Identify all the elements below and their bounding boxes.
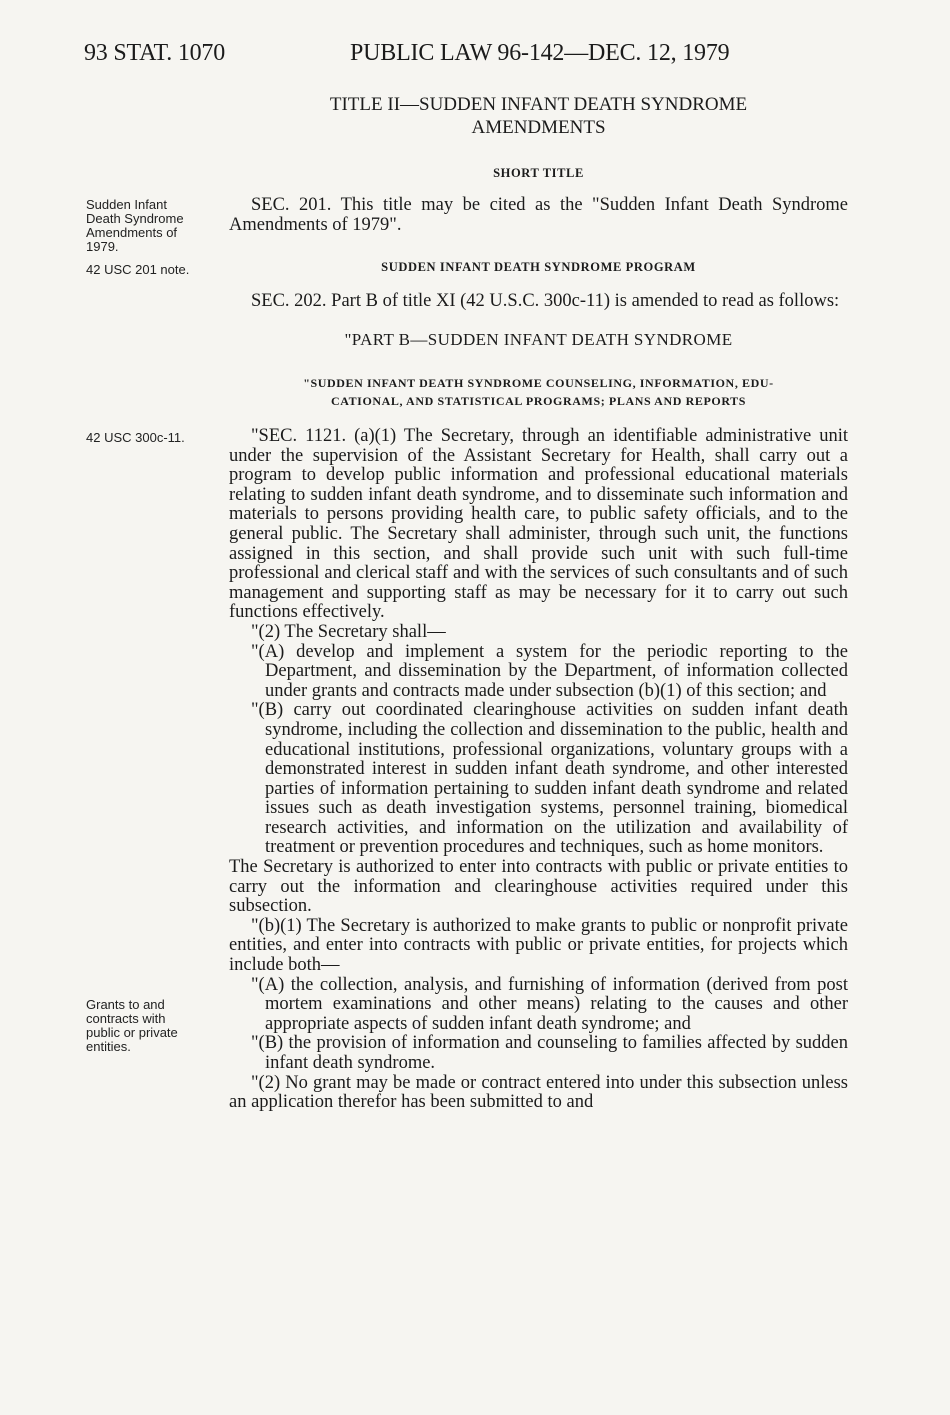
paragraph-b1: "(b)(1) The Secretary is authorized to make grants to public or nonprofit private entities, and enter into contracts with public or private entities, for projects which include both— [229,915,848,976]
paragraph-a2-B: "(B) carry out coordinated clearinghouse activities on sudden infant death syndrome, including the collection and dissemination to the public, health and educational institutions, professional organizations, voluntary groups with a demonstrated interest in sudden infant death syndrome, and other interested parties of information pertaining to sudden infant death syndrome and related issues such as death investigation systems, personnel training, biomedical research activities, and information on the utilization and availability of treatment or prevention procedures and techniques, such as home monitors. [251,700,848,858]
paragraph-b2: "(2) No grant may be made or contract entered into under this subsection unless an application therefor has been submitted to and [229,1072,848,1113]
section-202 [229,292,848,312]
program-heading: SUDDEN INFANT DEATH SYNDROME PROGRAM [381,260,696,274]
page-header [0,40,950,80]
margin-note-grants: Grants to and contracts with public or private entities. [86,997,178,1054]
margin-citation-201: 42 USC 201 note. [86,262,190,277]
running-head: PUBLIC LAW 96-142—DEC. 12, 1979 [350,40,730,66]
paragraph-a-close: The Secretary is authorized to enter into contracts with public or private entities to carry out the information and clearinghouse activities required under this subsection. [229,857,848,917]
margin-note-short-title: Sudden Infant Death Syndrome Amendments of 1979. [86,197,184,254]
paragraph-a2: "(2) The Secretary shall— [251,621,446,642]
section-1121-body [229,427,848,1113]
paragraph-b1-A: "(A) the collection, analysis, and furnishing of information (derived from post mortem examinations and other means) relating to the causes and other appropriate aspects of sudden infant death syndrome; and [251,974,848,1034]
short-title-heading: SHORT TITLE [493,166,584,180]
paragraph-a1: "SEC. 1121. (a)(1) The Secretary, through an identifiable administrative unit under the supervision of the Assistant Secretary for Health, shall carry out a program to develop public information and professional educational materials relating to sudden infant death syndrome, and to disseminate such information and materials to persons providing health care, to public safety officials, and to the general public. The Secretary shall administer, through such unit, the functions assigned in this section, and shall provide such unit with such full-time professional and clerical staff and with the services of such consultants and of such management and supporting staff as may be necessary for it to carry out such functions effectively. [229,426,848,623]
paragraph-b1-B: "(B) the provision of information and counseling to families affected by sudden infant death syndrome. [251,1033,848,1073]
section-202-text: SEC. 202. Part B of title XI (42 U.S.C. 300c-11) is amended to read as follows: [251,291,840,311]
title-line-2: AMENDMENTS [471,117,606,138]
statute-page-number: 93 STAT. 1070 [84,40,226,66]
section-1121-heading: "SUDDEN INFANT DEATH SYNDROME COUNSELING, INFORMATION, EDU- CATIONAL, AND STATISTICAL PROGRAMS; PLANS AND REPORTS [303,376,774,408]
section-201-text: SEC. 201. This title may be cited as the "Sudden Infant Death Syndrome Amendments of 1979". [229,195,848,235]
paragraph-a2-A: "(A) develop and implement a system for the periodic reporting to the Department, and dissemination by the Department, of information collected under grants and contracts made under subsection (b)(1) of this section; and [251,641,848,701]
title-heading [229,93,848,139]
part-b-heading: "PART B—SUDDEN INFANT DEATH SYNDROME [344,330,733,349]
margin-citation-1121: 42 USC 300c-11. [86,430,185,445]
section-201 [229,196,848,235]
title-line-1: TITLE II—SUDDEN INFANT DEATH SYNDROME [329,94,748,115]
